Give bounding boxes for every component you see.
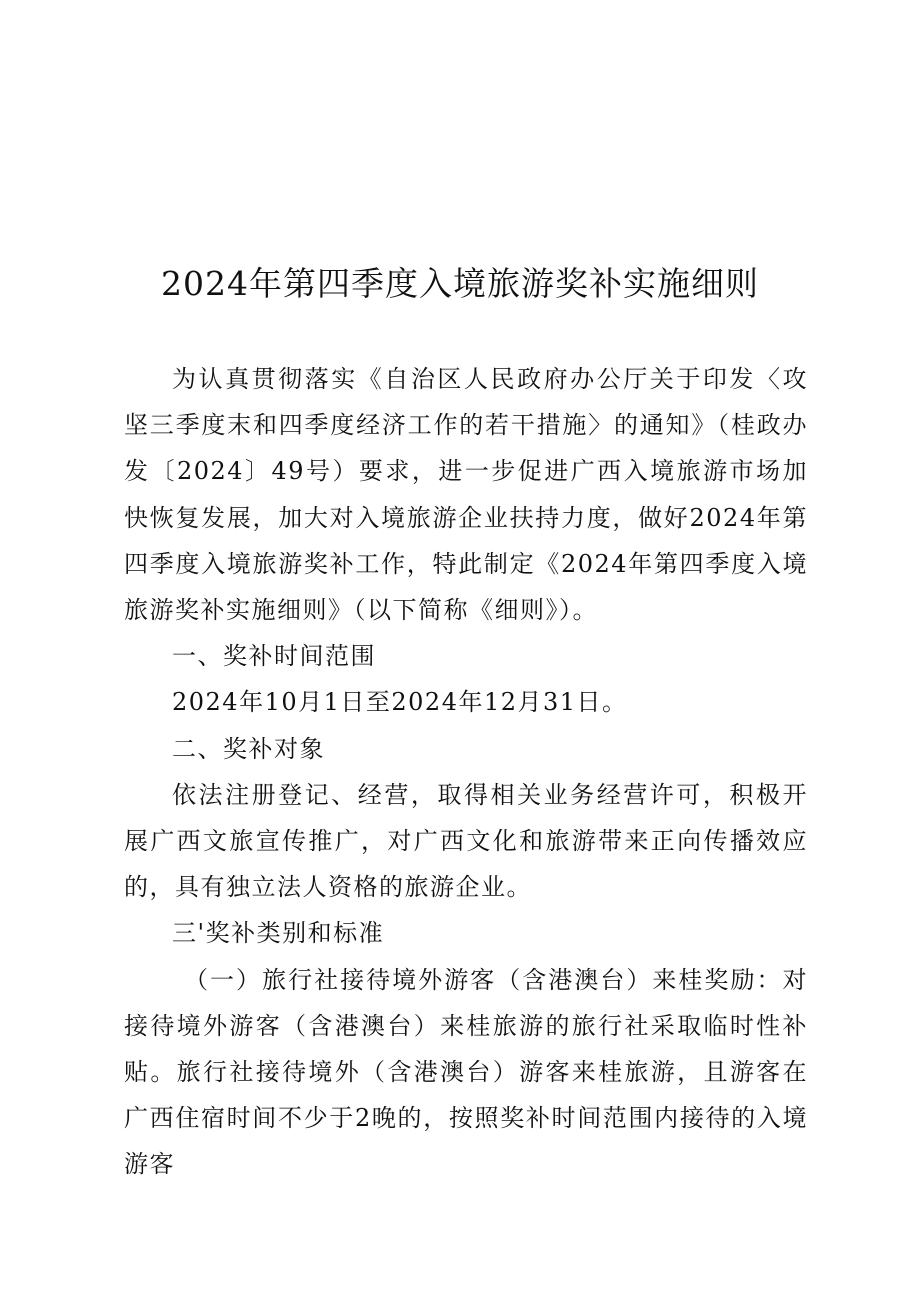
travel-agency-reward-paragraph: （一）旅行社接待境外游客（含港澳台）来桂奖励：对接待境外游客（含港澳台）来桂旅游的旅行社采取临时性补贴。旅行社接待境外（含港澳台）游客来桂旅游，且游客在广西住宿时间不少于2晚的，按照奖补时间范围内接待的入境游客 — [124, 965, 808, 1179]
section-heading-recipients: 二、奖补对象 — [172, 734, 325, 763]
intro-paragraph: 为认真贯彻落实《自治区人民政府办公厅关于印发〈攻坚三季度末和四季度经济工作的若干措施〉的通知》（桂政办发〔2024〕49号）要求，进一步促进广西入境旅游市场加快恢复发展，加大对入境旅游企业扶持力度，做好2024年第四季度入境旅游奖补工作，特此制定《2024年第四季度入境旅游奖补实施细则》（以下简称《细则》）。 — [124, 365, 808, 625]
document-body — [124, 356, 808, 1188]
time-range-paragraph: 2024年10月1日至2024年12月31日。 — [172, 688, 628, 717]
section-heading-categories: 三'奖补类别和标准 — [172, 919, 385, 948]
section-heading-time-range: 一、奖补时间范围 — [172, 642, 376, 671]
recipients-paragraph: 依法注册登记、经营，取得相关业务经营许可，积极开展广西文旅宣传推广，对广西文化和旅游带来正向传播效应的，具有独立法人资格的旅游企业。 — [124, 780, 808, 902]
document-title: 2024年第四季度入境旅游奖补实施细则 — [161, 264, 759, 303]
